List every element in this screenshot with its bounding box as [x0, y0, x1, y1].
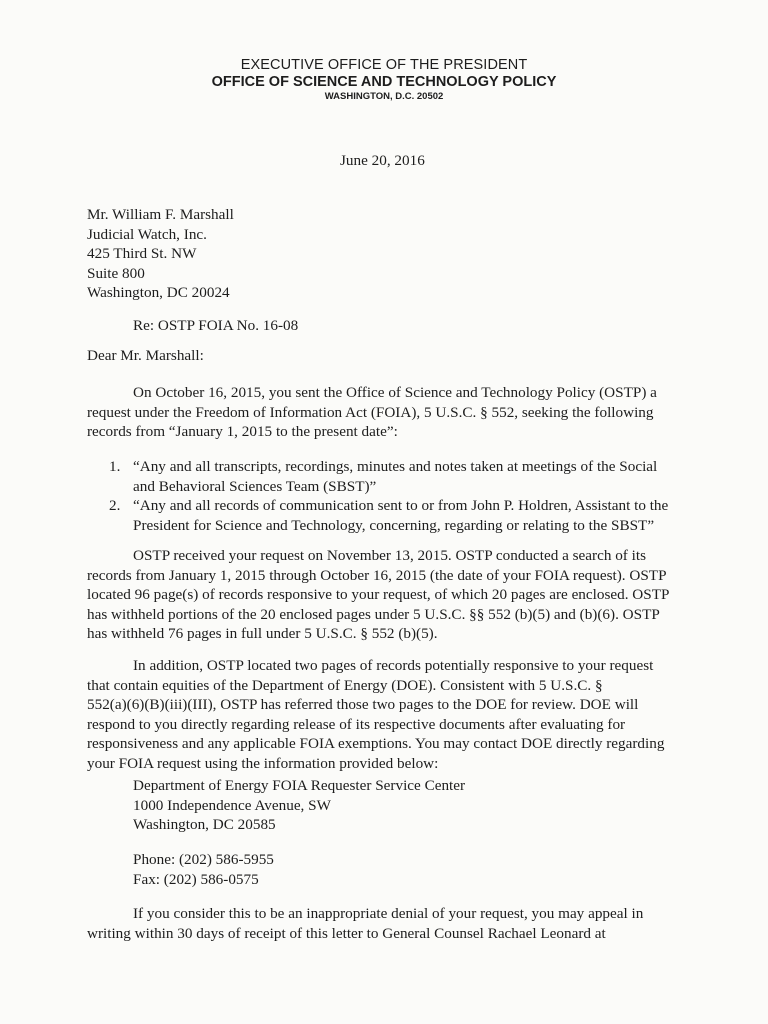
paragraph-line: If you consider this to be an inappropriate denial of your request, you may appeal in	[133, 905, 644, 922]
list-item-line: President for Science and Technology, concerning, regarding or relating to the SBST”	[133, 516, 655, 534]
paragraph-line: On October 16, 2015, you sent the Office of Science and Technology Policy (OSTP) a	[133, 384, 657, 401]
list-item-line: “Any and all records of communication sent to or from John P. Holdren, Assistant to the	[133, 497, 669, 514]
paragraph-line: has withheld 76 pages in full under 5 U.S.C. § 552 (b)(5).	[87, 625, 438, 642]
doe-address-line: Department of Energy FOIA Requester Service Center	[133, 777, 466, 794]
list-item-number: 1.	[109, 458, 121, 475]
paragraph-appeal	[87, 904, 687, 943]
list-item-line: and Behavioral Sciences Team (SBST)”	[133, 477, 377, 495]
letterhead	[0, 57, 768, 103]
paragraph-line: In addition, OSTP located two pages of records potentially responsive to your request	[133, 657, 654, 674]
letterhead-city: WASHINGTON, D.C. 20502	[324, 91, 444, 102]
request-items-list	[87, 457, 668, 535]
paragraph-line: located 96 page(s) of records responsive to your request, of which 20 pages are enclosed. OSTP	[87, 586, 670, 603]
paragraph-line: OSTP received your request on November 13, 2015. OSTP conducted a search of its	[133, 547, 647, 564]
reference-line: Re: OSTP FOIA No. 16-08	[133, 317, 299, 334]
list-item	[87, 496, 668, 535]
paragraph-line: has withheld portions of the 20 enclosed pages under 5 U.S.C. §§ 552 (b)(5) and (b)(6). OSTP	[87, 605, 660, 623]
recipient-city: Washington, DC 20024	[87, 284, 230, 301]
paragraph-line: 552(a)(6)(B)(iii)(III), OSTP has referred those two pages to the DOE for review. DOE will	[87, 696, 639, 713]
paragraph-line: responsiveness and any applicable FOIA exemptions. You may contact DOE directly regarding	[87, 735, 665, 752]
recipient-name: Mr. William F. Marshall	[87, 206, 234, 223]
list-item-number: 2.	[109, 497, 121, 514]
letter-date: June 20, 2016	[340, 152, 425, 169]
letterhead-agency: OFFICE OF SCIENCE AND TECHNOLOGY POLICY	[211, 74, 557, 90]
recipient-org: Judicial Watch, Inc.	[87, 225, 207, 243]
doe-phone: Phone: (202) 586-5955	[133, 851, 274, 868]
doe-address-line: Washington, DC 20585	[133, 816, 276, 833]
paragraph-line: your FOIA request using the information provided below:	[87, 754, 439, 772]
paragraph-line: writing within 30 days of receipt of this letter to General Counsel Rachael Leonard at	[87, 924, 606, 942]
doe-contact	[133, 850, 274, 889]
paragraph-doe-referral	[87, 656, 687, 773]
doe-address	[133, 776, 465, 835]
paragraph-search-results	[87, 546, 687, 644]
recipient-suite: Suite 800	[87, 264, 145, 282]
recipient-address	[87, 205, 234, 303]
salutation: Dear Mr. Marshall:	[87, 347, 204, 364]
paragraph-line: that contain equities of the Department of Energy (DOE). Consistent with 5 U.S.C. §	[87, 676, 603, 694]
paragraph-line: request under the Freedom of Information Act (FOIA), 5 U.S.C. § 552, seeking the following	[87, 403, 654, 421]
paragraph-request	[87, 383, 687, 442]
paragraph-line: records from January 1, 2015 through October 16, 2015 (the date of your FOIA request). OSTP	[87, 566, 667, 584]
list-item	[87, 457, 668, 496]
doe-address-line: 1000 Independence Avenue, SW	[133, 796, 331, 814]
paragraph-line: records from “January 1, 2015 to the present date”:	[87, 423, 398, 440]
letterhead-office: EXECUTIVE OFFICE OF THE PRESIDENT	[240, 57, 528, 73]
recipient-street: 425 Third St. NW	[87, 245, 197, 262]
paragraph-line: respond to you directly regarding release of its respective documents after evaluating for	[87, 715, 626, 733]
list-item-line: “Any and all transcripts, recordings, minutes and notes taken at meetings of the Social	[133, 458, 658, 475]
doe-fax: Fax: (202) 586-0575	[133, 870, 259, 888]
